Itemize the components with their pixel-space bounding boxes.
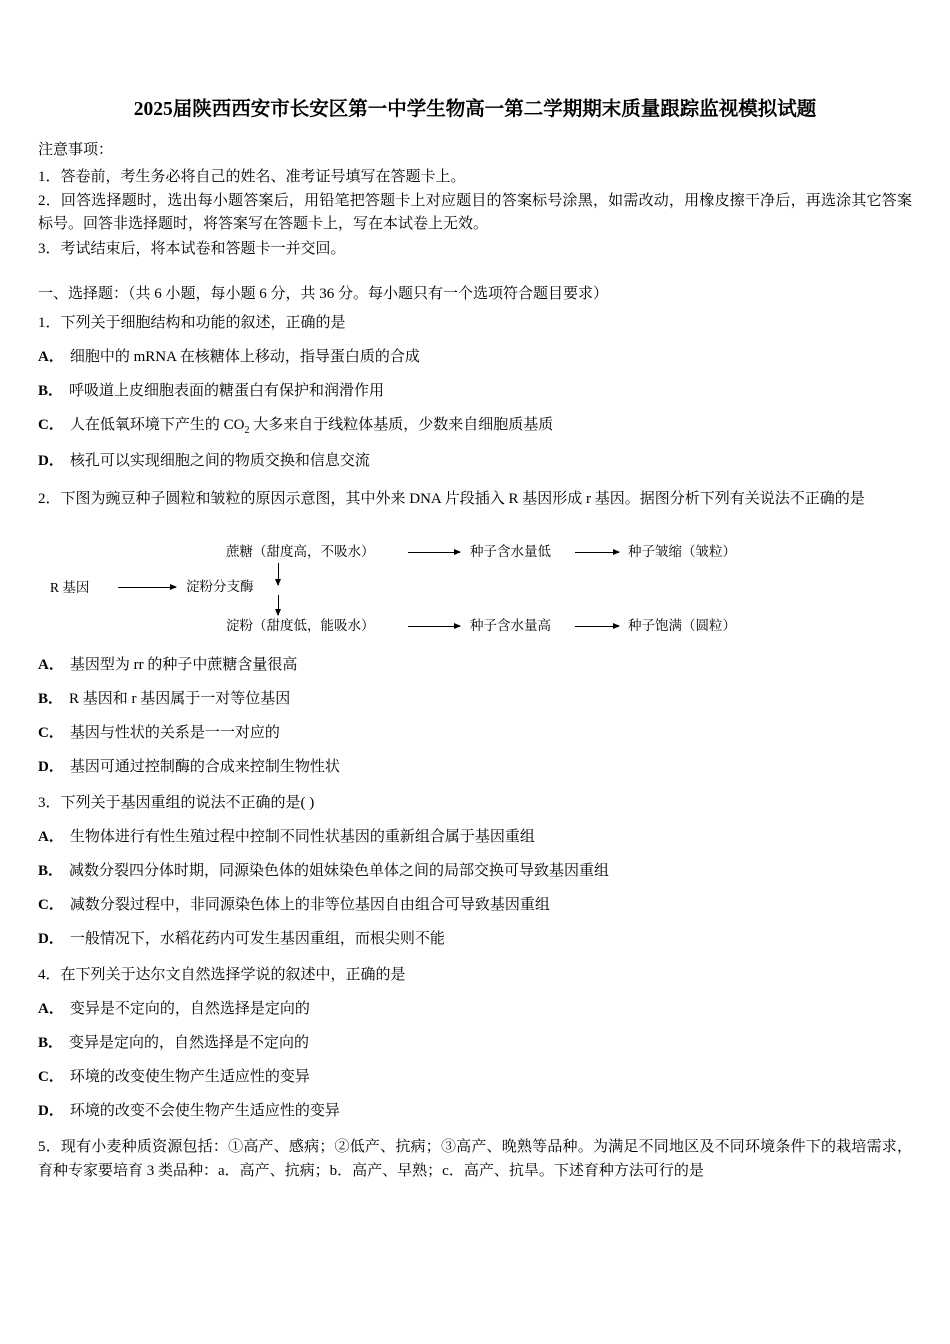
option-text: 人在低氧环境下产生的 $CO_2$ 大多来自于线粒体基质，少数来自细胞质基质 [69,417,554,437]
option-label: C． [38,725,64,742]
option-label: B． [38,383,64,400]
notice-line-1: 1．答卷前，考生务必将自己的姓名、准考证号填写在答题卡上。 [38,168,466,185]
question-4-option-d [38,1099,912,1123]
question-1-option-c [38,413,912,439]
option-label: D． [38,759,64,776]
option-text: 变异是定向的，自然选择是不定向的 [69,1035,310,1052]
diagram-arrow-low-water-to-wrinkled [575,552,619,553]
question-3-option-a [38,825,912,849]
option-text: 呼吸道上皮细胞表面的糖蛋白有保护和润滑作用 [69,383,385,400]
question-4-option-a [38,997,912,1021]
diagram-arrow-sucrose-down [278,563,279,585]
option-text: 环境的改变使生物产生适应性的变异 [69,1069,310,1086]
option-label: B． [38,691,64,708]
question-5-stem: 现有小麦种质资源包括：①高产、感病；②低产、抗病；③高产、晚熟等品种。为满足不同地区及不同环境条件下的栽培需求，育种专家要培育 3 类品种：a．高产、抗病；b．高产、早熟；c．高产、抗旱。下述育种方法可行的是 [38,1139,912,1180]
question-2-option-a [38,653,912,677]
page-content [38,96,912,1185]
question-1-number: 1． [38,315,61,332]
question-1-option-a [38,345,912,369]
option-text: 环境的改变不会使生物产生适应性的变异 [69,1103,340,1120]
diagram-wrinkled-label: 种子皱缩（皱粒） [628,544,736,560]
option-label: B． [38,863,64,880]
option-text: 基因可通过控制酶的合成来控制生物性状 [69,759,340,776]
question-3-option-b [38,859,912,883]
diagram-arrow-enzyme-to-starch [278,595,279,615]
option-text: 减数分裂过程中，非同源染色体上的非等位基因自由组合可导致基因重组 [69,897,550,914]
option-label: B． [38,1035,64,1052]
notice-line-2: 2．回答选择题时，选出每小题答案后，用铅笔把答题卡上对应题目的答案标号涂黑，如需改动，用橡皮擦干净后，再选涂其它答案标号。回答非选择题时，将答案写在答题卡上，写在本试卷上无效。 [38,193,912,233]
option-label: C． [38,417,64,434]
option-text: 变异是不定向的，自然选择是定向的 [69,1001,310,1018]
diagram-arrow-starch-to-high-water [408,626,460,627]
option-text: 基因与性状的关系是一一对应的 [69,725,280,742]
diagram-sucrose-label: 蔗糖（甜度高，不吸水） [226,544,375,560]
diagram-r-gene-label: R 基因 [50,580,90,596]
question-3 [38,791,912,815]
diagram-arrow-rgene-to-enzyme [118,587,176,588]
notice-heading: 注意事项： [38,142,114,159]
question-5-number: 5． [38,1139,61,1156]
section-heading: 一、选择题：（共 6 小题，每小题 6 分，共 36 分。每小题只有一个选项符合题目要求） [38,285,609,302]
question-3-option-d [38,927,912,951]
question-3-option-c [38,893,912,917]
option-text: 基因型为 rr 的种子中蔗糖含量很高 [69,657,298,674]
question-2 [38,487,912,511]
option-label: D． [38,453,64,470]
question-3-stem: 下列关于基因重组的说法不正确的是( ) [60,795,315,812]
question-4-stem: 在下列关于达尔文自然选择学说的叙述中，正确的是 [60,967,406,984]
question-1-option-d [38,449,912,473]
diagram-low-water-label: 种子含水量低 [470,544,551,560]
question-4-option-c [38,1065,912,1089]
option-label: A． [38,829,64,846]
diagram-arrow-high-water-to-round [575,626,619,627]
diagram-arrow-sucrose-to-low-water [408,552,460,553]
question-1-stem: 下列关于细胞结构和功能的叙述，正确的是 [60,315,346,332]
question-2-stem: 下图为豌豆种子圆粒和皱粒的原因示意图，其中外来 DNA 片段插入 R 基因形成 r 基因。据图分析下列有关说法不正确的是 [60,491,865,508]
question-2-option-d [38,755,912,779]
question-4 [38,963,912,987]
option-text: 核孔可以实现细胞之间的物质交换和信息交流 [69,453,370,470]
question-5 [38,1135,912,1183]
option-text: R 基因和 r 基因属于一对等位基因 [69,691,291,708]
question-4-option-b [38,1031,912,1055]
option-label: D． [38,1103,64,1120]
option-label: C． [38,1069,64,1086]
option-label: A． [38,657,64,674]
question-2-number: 2． [38,491,61,508]
option-text: 一般情况下，水稻花药内可发生基因重组，而根尖则不能 [69,931,445,948]
page-title: 2025届陕西西安市长安区第一中学生物高一第二学期期末质量跟踪监视模拟试题 [133,99,817,120]
question-1 [38,311,912,335]
pea-seed-diagram [38,523,912,643]
diagram-high-water-label: 种子含水量高 [470,618,551,634]
question-2-option-c [38,721,912,745]
notice-line-3: 3．考试结束后，将本试卷和答题卡一并交回。 [38,240,346,257]
question-2-option-b [38,687,912,711]
diagram-round-label: 种子饱满（圆粒） [628,618,736,634]
question-3-number: 3． [38,795,61,812]
option-label: D． [38,931,64,948]
option-text: 生物体进行有性生殖过程中控制不同性状基因的重新组合属于基因重组 [69,829,535,846]
option-label: A． [38,349,64,366]
diagram-enzyme-label: 淀粉分支酶 [186,579,254,595]
question-1-option-b [38,379,912,403]
option-text: 减数分裂四分体时期，同源染色体的姐妹染色单体之间的局部交换可导致基因重组 [69,863,610,880]
diagram-starch-label: 淀粉（甜度低，能吸水） [226,618,375,634]
option-label: C． [38,897,64,914]
option-label: A． [38,1001,64,1018]
question-4-number: 4． [38,967,61,984]
option-text: 细胞中的 mRNA 在核糖体上移动，指导蛋白质的合成 [69,349,420,366]
